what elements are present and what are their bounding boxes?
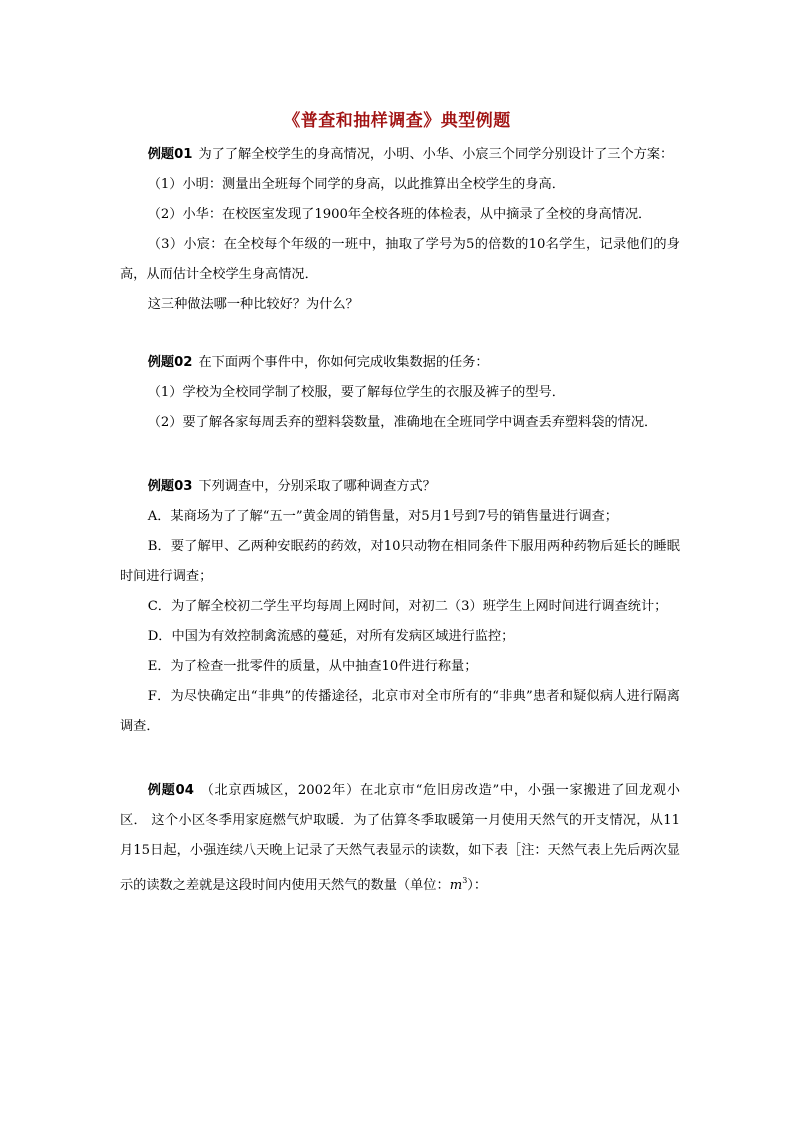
example-04-intro (120, 776, 680, 901)
list-item: （2）小华：在校医室发现了1900年全校各班的体检表，从中摘录了全校的身高情况． (147, 207, 652, 222)
document-body (120, 140, 680, 901)
example-label: 例题04 (147, 783, 194, 798)
example-01-intro (120, 140, 680, 170)
example-text: （北京西城区，2002年）在北京市“危旧房改造”中，小强一家搬进了回龙观小区． 这个小区冬季用家庭燃气炉取暖．为了估算冬季取暖第一月使用天然气的开支情况，从11月15日起，小强连续八天晚上记录了天然气表显示的读数，如下表［注：天然气表上先后两次显示的读数之差就是这段时间内使用天然气的数量（单位： (120, 783, 680, 893)
example-text: 下列调查中，分别采取了哪种调查方式？ (198, 479, 436, 494)
example-label: 例题02 (147, 355, 193, 370)
list-item: C．为了解全校初二学生平均每周上网时间，对初二（3）班学生上网时间进行调查统计； (147, 599, 668, 614)
list-item: B．要了解甲、乙两种安眠药的药效，对10只动物在相同条件下服用两种药物后延长的睡眠时间进行调查； (120, 539, 680, 584)
example-text-end: ）： (467, 878, 488, 893)
unit-cubic-meter (450, 878, 468, 893)
list-item: D．中国为有效控制禽流感的蔓延，对所有发病区域进行监控； (147, 629, 515, 644)
unit-exponent: 3 (462, 876, 468, 885)
unit-base: m (449, 878, 463, 893)
list-item: A．某商场为了了解“五一”黄金周的销售量，对5月1号到7号的销售量进行调查； (147, 509, 618, 524)
example-label: 例题03 (147, 479, 193, 494)
example-03-intro (120, 472, 680, 502)
example-question: 这三种做法哪一种比较好？为什么？ (147, 297, 359, 312)
list-item: （1）小明：测量出全班每个同学的身高，以此推算出全校学生的身高． (147, 177, 565, 192)
list-item: （2）要了解各家每周丢弃的塑料袋数量，准确地在全班同学中调查丢弃塑料袋的情况． (147, 415, 658, 430)
example-text: 在下面两个事件中，你如何完成收集数据的任务： (198, 355, 489, 370)
example-label: 例题01 (147, 147, 193, 162)
list-item: E．为了检查一批零件的质量，从中抽查10件进行称量； (147, 659, 478, 674)
list-item: （3）小宸：在全校每个年级的一班中，抽取了学号为5的倍数的10名学生，记录他们的身高，从而估计全校学生身高情况． (120, 237, 680, 282)
example-02-intro (120, 348, 680, 378)
list-item: （1）学校为全校同学制了校服，要了解每位学生的衣服及裤子的型号． (147, 385, 565, 400)
example-text: 为了了解全校学生的身高情况，小明、小华、小宸三个同学分别设计了三个方案： (198, 147, 674, 162)
document-title: 《普查和抽样调查》典型例题 (283, 111, 511, 131)
list-item: F．为尽快确定出“非典”的传播途径，北京市对全市所有的“非典”患者和疑似病人进行隔离调查． (120, 689, 680, 734)
